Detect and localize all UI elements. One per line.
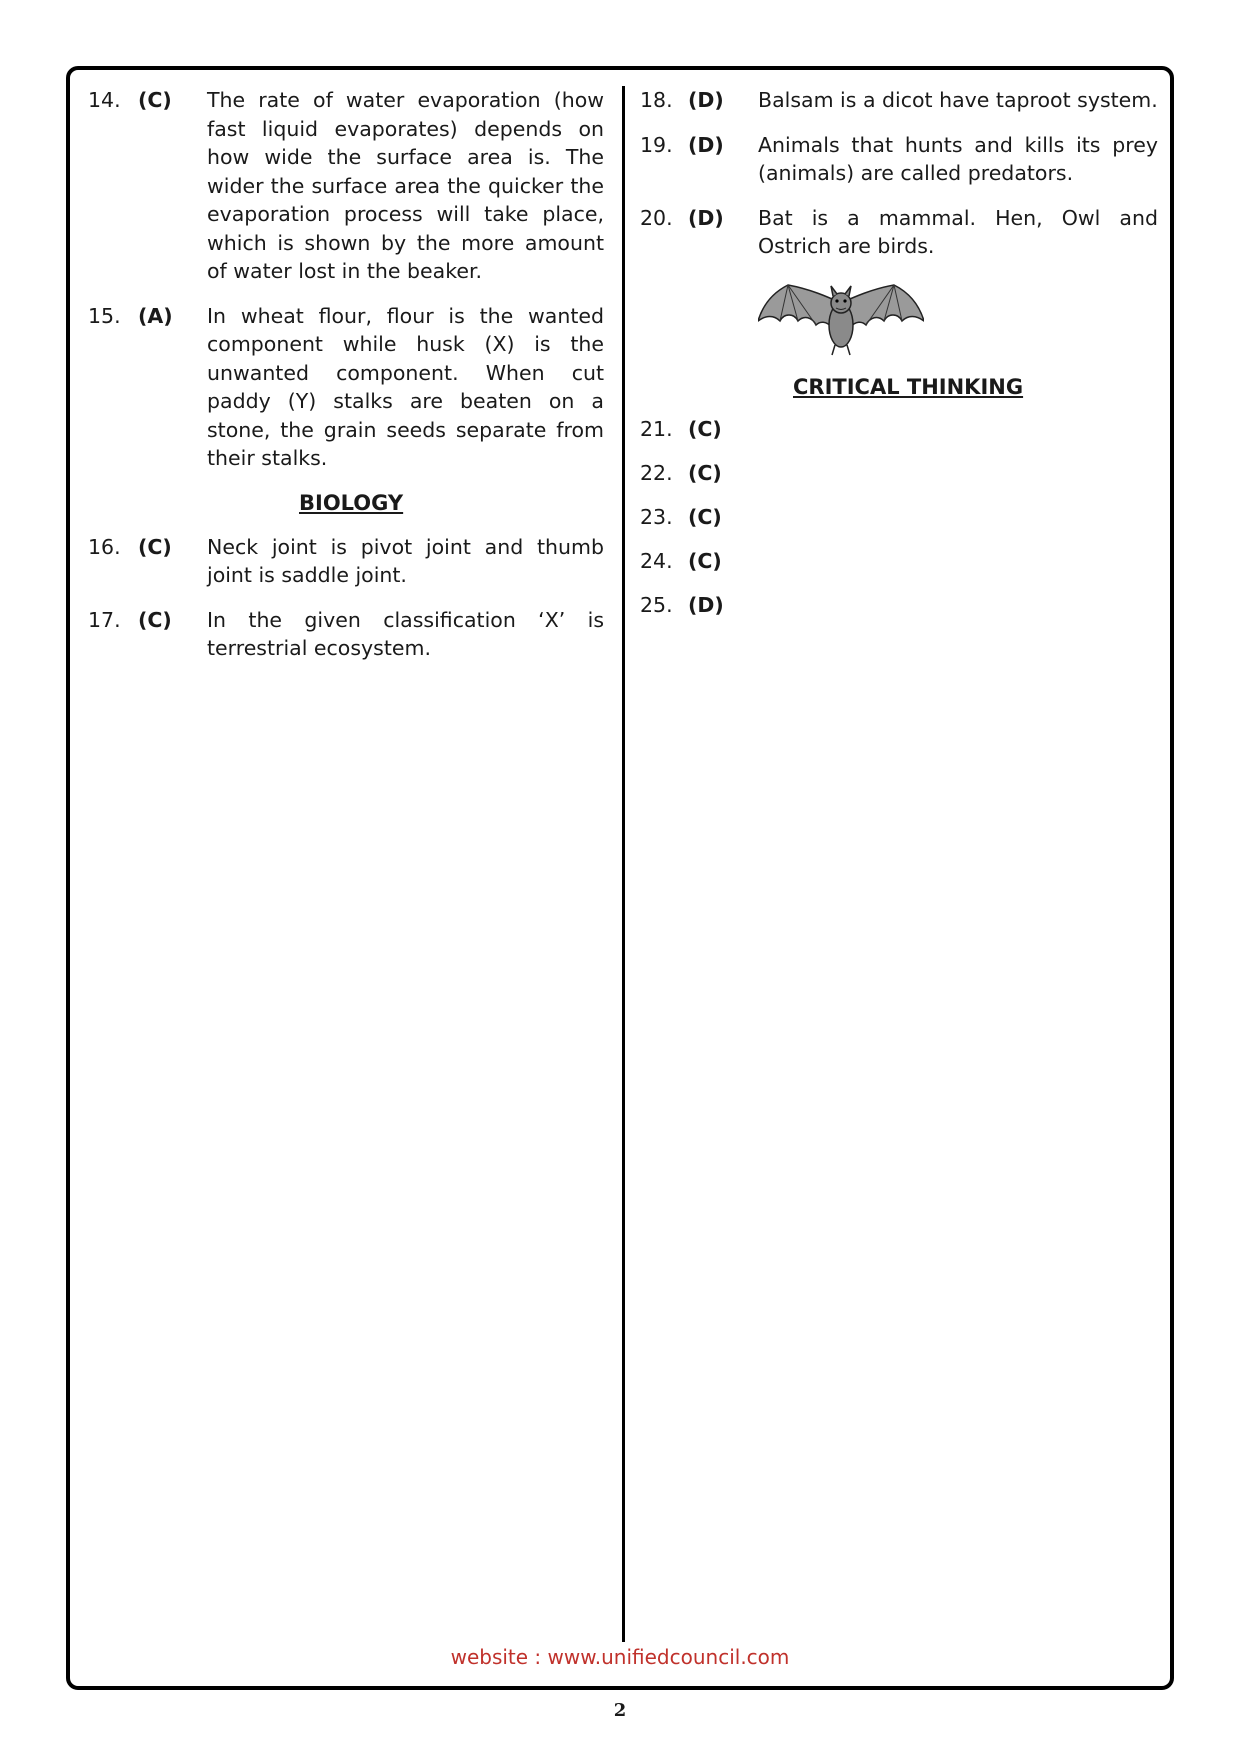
website-footer: website : www.unifiedcouncil.com <box>450 1645 790 1669</box>
answer-option: (C) <box>688 416 722 441</box>
question-19 <box>640 131 1158 188</box>
answer-explanation: Animals that hunts and kills its prey (animals) are called predators. <box>758 132 1158 185</box>
question-number: 15. <box>88 303 121 328</box>
answer-option: (D) <box>688 205 724 230</box>
answer-option: (C) <box>138 88 172 112</box>
question-number: 17. <box>88 607 121 632</box>
question-22 <box>640 459 1158 487</box>
question-number: 18. <box>640 88 673 112</box>
answer-option: (D) <box>688 592 724 617</box>
question-number: 21. <box>640 416 673 441</box>
question-number: 22. <box>640 460 673 485</box>
question-25 <box>640 591 1158 619</box>
answer-explanation: The rate of water evaporation (how fast liquid evaporates) depends on how wide the surface area is. The wider the surface area the quicker the evaporation process will take place, which is shown by the more amount of water lost in the beaker. <box>207 88 604 283</box>
left-column <box>88 86 604 679</box>
question-24 <box>640 547 1158 575</box>
question-number: 24. <box>640 548 673 573</box>
answer-option: (A) <box>138 303 173 328</box>
question-17 <box>88 606 604 663</box>
biology-heading: BIOLOGY <box>299 490 404 515</box>
bat-illustration <box>758 281 924 361</box>
question-16 <box>88 533 604 590</box>
answer-explanation: Balsam is a dicot have taproot system. <box>758 88 1158 112</box>
answer-option: (C) <box>688 504 722 529</box>
question-18 <box>640 86 1158 115</box>
answer-option: (C) <box>688 460 722 485</box>
answer-option: (C) <box>138 607 172 632</box>
answer-option: (D) <box>688 88 724 112</box>
question-number: 23. <box>640 504 673 529</box>
answer-explanation: In the given classification ‘X’ is terrestrial ecosystem. <box>207 607 604 660</box>
page-number: 2 <box>613 1700 627 1721</box>
answer-explanation: In wheat flour, flour is the wanted component while husk (X) is the unwanted component. When cut paddy (Y) stalks are beaten on a stone, the grain seeds separate from their stalks. <box>207 303 604 470</box>
question-number: 14. <box>88 88 121 112</box>
question-15 <box>88 302 604 473</box>
right-column <box>640 86 1158 635</box>
answer-explanation: Neck joint is pivot joint and thumb joint is saddle joint. <box>207 534 604 587</box>
question-number: 19. <box>640 132 673 157</box>
answer-option: (C) <box>688 548 722 573</box>
question-20 <box>640 204 1158 261</box>
answer-option: (D) <box>688 132 724 157</box>
question-23 <box>640 503 1158 531</box>
question-number: 25. <box>640 592 673 617</box>
answer-option: (C) <box>138 534 172 559</box>
critical-thinking-heading: CRITICAL THINKING <box>793 374 1024 399</box>
answer-explanation: Bat is a mammal. Hen, Owl and Ostrich are birds. <box>758 205 1158 258</box>
question-number: 16. <box>88 534 121 559</box>
question-21 <box>640 415 1158 443</box>
question-number: 20. <box>640 205 673 230</box>
question-14 <box>88 86 604 286</box>
column-divider <box>622 86 625 1642</box>
